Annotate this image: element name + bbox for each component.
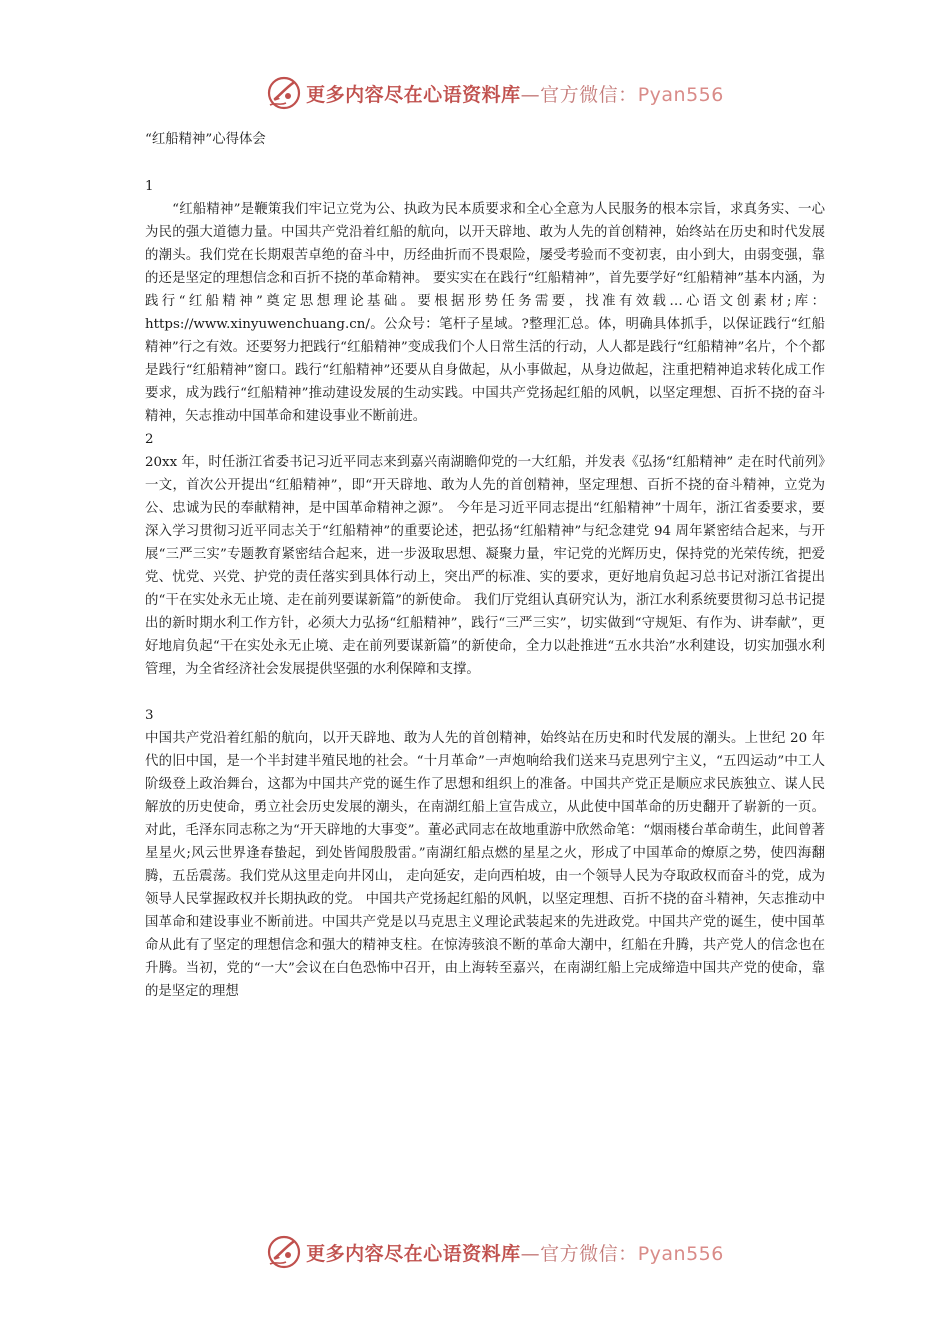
section-number: 2 — [145, 432, 154, 447]
banner-separator: — — [520, 1242, 541, 1265]
pen-logo-icon — [266, 1234, 302, 1270]
section-number: 3 — [145, 708, 154, 723]
pen-logo-icon — [266, 75, 302, 111]
banner-main-text: 更多内容尽在心语资料库 — [306, 1242, 521, 1265]
section-paragraph: 中国共产党沿着红船的航向，以开天辟地、敢为人先的首创精神，始终站在历史和时代发展的潮头。上世纪 20 年代的旧中国，是一个半封建半殖民地的社会。“十月革命”一声炮响给我们送来马克思列宁主义，“五四运动”中工人阶级登上政治舞台，这都为中国共产党的诞生作了思想和组织上的准备。中国共产党正是顺应求民族独立、谋人民解放的历史使命，勇立社会历史发展的潮头，在南湖红船上宣告成立，从此使中国革命的历史翻开了崭新的一页。对此，毛泽东同志称之为“开天辟地的大事变”。董必武同志在故地重游中欣然命笔：“烟雨楼台革命萌生，此间曾著星星火;风云世界逢春蛰起，到处皆闻殷殷雷。”南湖红船点燃的星星之火，形成了中国革命的燎原之势，使四海翻腾，五岳震荡。我们党从这里走向井冈山， 走向延安，走向西柏坡，由一个领导人民为夺取政权而奋斗的党，成为领导人民掌握政权并长期执政的党。 中国共产党扬起红船的风帆，以坚定理想、百折不挠的奋斗精神，矢志推动中国革命和建设事业不断前进。中国共产党是以马克思主义理论武装起来的先进政党。中国共产党的诞生，使中国革命从此有了坚定的理想信念和强大的精神支柱。在惊涛骇浪不断的革命大潮中，红船在升腾，共产党人的信念也在升腾。当初，党的“一大”会议在白色恐怖中召开，由上海转至嘉兴，在南湖红船上完成缔造中国共产党的使命，靠的是坚定的理想 — [145, 731, 825, 999]
section-paragraph: “红船精神”是鞭策我们牢记立党为公、执政为民本质要求和全心全意为人民服务的根本宗旨，求真务实、一心为民的强大道德力量。中国共产党沿着红船的航向，以开天辟地、敢为人先的首创精神，始终站在历史和时代发展的潮头。我们党在长期艰苦卓绝的奋斗中，历经曲折而不畏艰险，屡受考验而不变初衷，由小到大，由弱变强，靠的还是坚定的理想信念和百折不挠的革命精神。 要实实在在践行“红船精神”，首先要学好“红船精神”基本内涵，为践行“红船精神”奠定思想理论基础。要根据形势任务需要，找准有效载…心语文创素材;库：https://www.xinyuwenchuang.cn/。公众号：笔杆子星域。?整理汇总。体，明确具体抓手，以保证践行“红船精神”行之有效。还要努力把践行“红船精神”变成我们个人日常生活的行动，人人都是践行“红船精神”名片，个个都是践行“红船精神”窗口。践行“红船精神”还要从自身做起，从小事做起，从身边做起，注重把精神追求转化成工作要求，成为践行“红船精神”推动建设发展的生动实践。中国共产党扬起红船的风帆，以坚定理想、百折不挠的奋斗精神，矢志推动中国革命和建设事业不断前进。 — [145, 202, 825, 424]
footer-watermark-banner — [0, 1232, 950, 1272]
banner-label: 官方微信： — [540, 1242, 638, 1265]
header-watermark-banner — [0, 73, 950, 113]
banner-label: 官方微信： — [540, 83, 638, 106]
document-title: “红船精神”心得体会 — [145, 132, 266, 147]
document-body — [145, 128, 825, 1003]
banner-main-text: 更多内容尽在心语资料库 — [306, 83, 521, 106]
section-number: 1 — [145, 179, 154, 194]
banner-account: Pyan556 — [637, 83, 724, 106]
section-paragraph: 20xx 年，时任浙江省委书记习近平同志来到嘉兴南湖瞻仰党的一大红船，并发表《弘扬“红船精神” 走在时代前列》一文，首次公开提出“红船精神”，即“开天辟地、敢为人先的首创精神，坚定理想、百折不挠的奋斗精神，立党为公、忠诚为民的奉献精神，是中国革命精神之源”。 今年是习近平同志提出“红船精神”十周年，浙江省委要求，要深入学习贯彻习近平同志关于“红船精神”的重要论述，把弘扬“红船精神”与纪念建党 94 周年紧密结合起来，与开展“三严三实”专题教育紧密结合起来，进一步汲取思想、凝聚力量，牢记党的光辉历史，保持党的光荣传统，把爱党、忧党、兴党、护党的责任落实到具体行动上，突出严的标准、实的要求，更好地肩负起习总书记对浙江省提出的“干在实处永无止境、走在前列要谋新篇”的新使命。 我们厅党组认真研究认为，浙江水利系统要贯彻习总书记提出的新时期水利工作方针，必须大力弘扬“红船精神”，践行“三严三实”，切实做到“守规矩、有作为、讲奉献”，更好地肩负起“干在实处永无止境、走在前列要谋新篇”的新使命，全力以赴推进“五水共治”水利建设，切实加强水利管理，为全省经济社会发展提供坚强的水利保障和支撑。 — [145, 455, 825, 677]
banner-account: Pyan556 — [637, 1242, 724, 1265]
banner-separator: — — [520, 83, 541, 106]
